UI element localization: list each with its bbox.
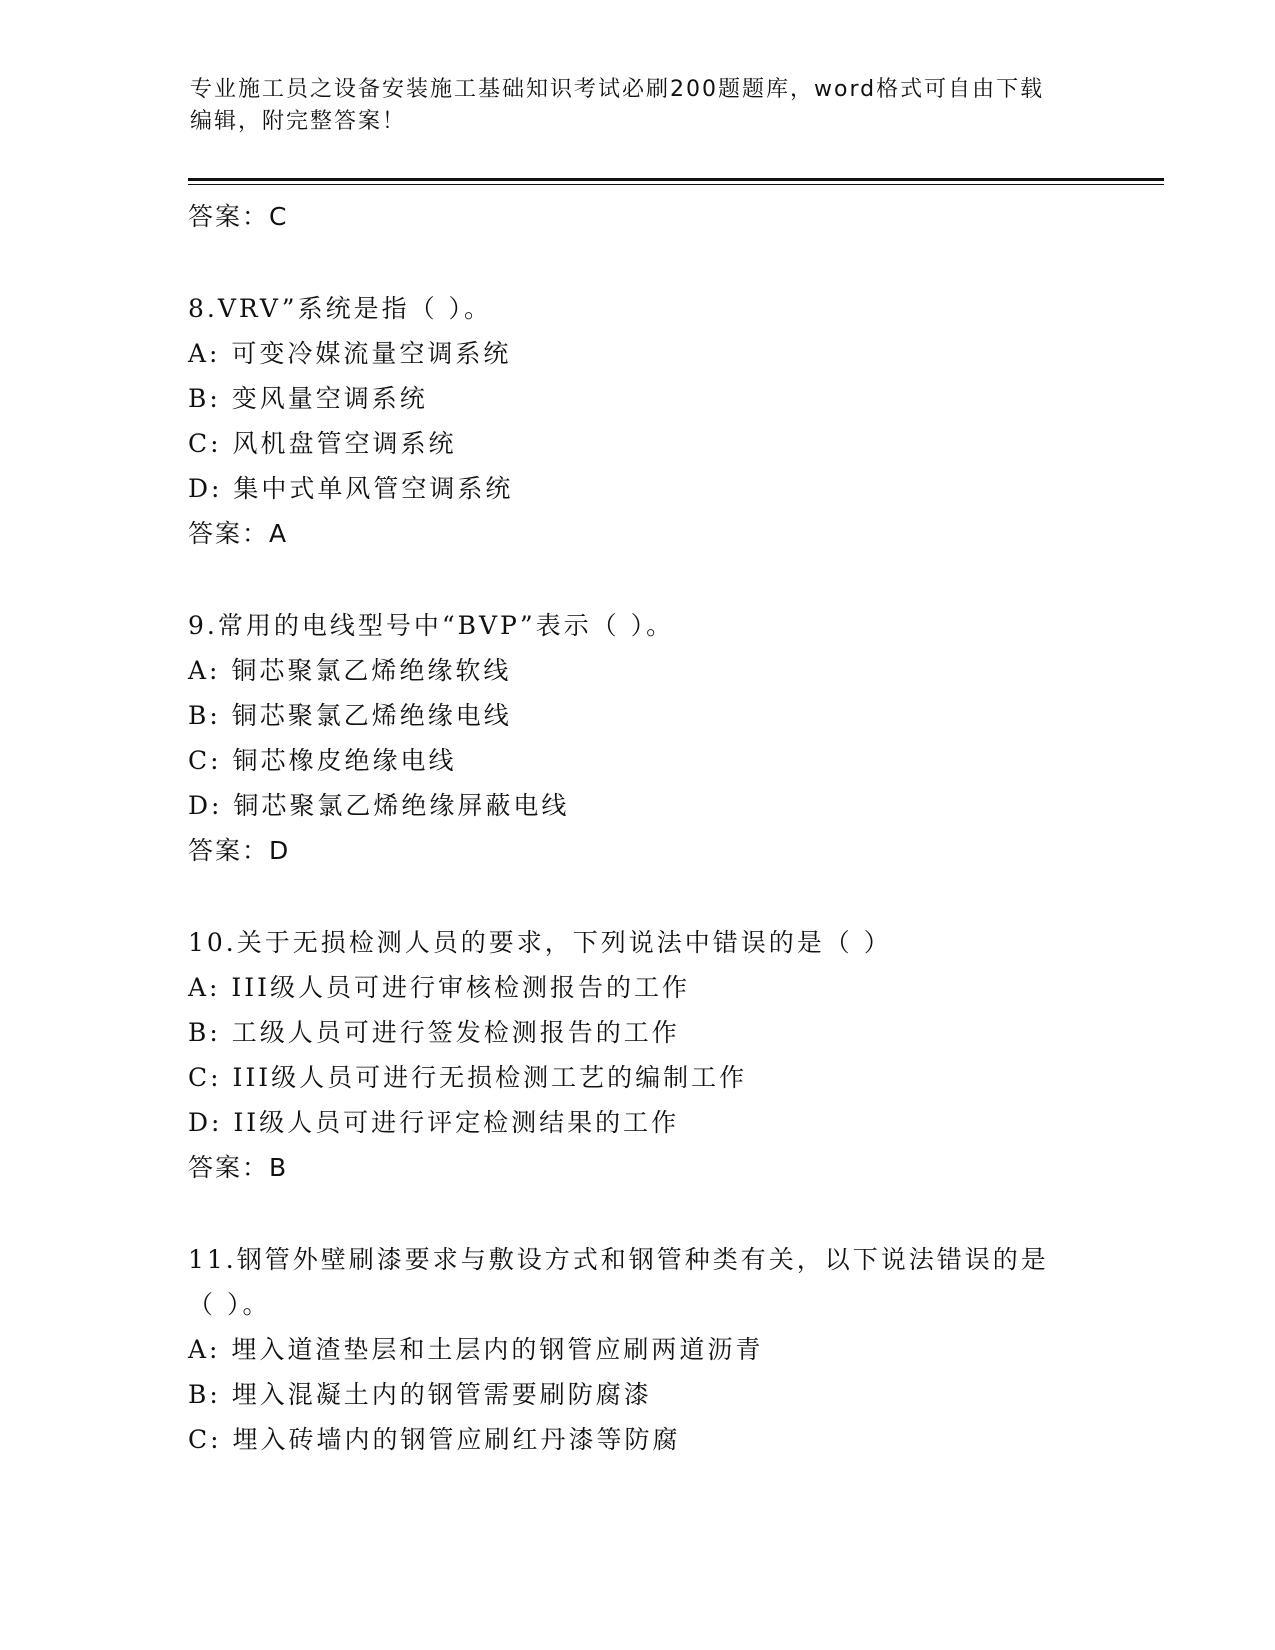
option-c: C: III级人员可进行无损检测工艺的编制工作 [188,1063,748,1092]
answer: 答案：D [188,836,291,865]
option-a: A: III级人员可进行审核检测报告的工作 [188,973,691,1002]
question-10 [188,920,1088,1190]
answer: 答案：B [188,1153,289,1182]
question-stem: 8.VRV”系统是指（ ）。 [188,294,493,323]
spacer [188,239,1088,286]
header-title-line-2: 编辑，附完整答案！ [190,109,407,134]
option-d: D: II级人员可进行评定检测结果的工作 [188,1108,680,1137]
question-9 [188,603,1088,873]
option-d: D: 铜芯聚氯乙烯绝缘屏蔽电线 [188,791,570,820]
option-b: B: 埋入混凝土内的钢管需要刷防腐漆 [188,1380,652,1409]
option-a: A: 铜芯聚氯乙烯绝缘软线 [188,656,512,685]
question-11 [188,1237,1088,1462]
question-stem-continued: （ ）。 [188,1290,271,1319]
option-c: C: 风机盘管空调系统 [188,429,457,458]
question-list [188,194,1088,1462]
question-stem: 11.钢管外壁刷漆要求与敷设方式和钢管种类有关，以下说法错误的是 [188,1245,1049,1274]
answer: 答案：A [188,519,289,548]
option-a: A: 埋入道渣垫层和土层内的钢管应刷两道沥青 [188,1335,764,1364]
option-b: B: 工级人员可进行签发检测报告的工作 [188,1018,680,1047]
option-b: B: 变风量空调系统 [188,384,428,413]
option-a: A: 可变冷媒流量空调系统 [188,339,512,368]
spacer [188,556,1088,603]
question-8 [188,286,1088,556]
option-b: B: 铜芯聚氯乙烯绝缘电线 [188,701,512,730]
header-divider-thick [188,178,1164,181]
document-header [190,74,1090,138]
option-c: C: 铜芯橡皮绝缘电线 [188,746,457,775]
question-stem: 10.关于无损检测人员的要求，下列说法中错误的是（ ） [188,928,892,957]
header-title-line-1: 专业施工员之设备安装施工基础知识考试必刷200题题库，word格式可自由下载 [190,77,1045,102]
option-c: C: 埋入砖墙内的钢管应刷红丹漆等防腐 [188,1425,681,1454]
spacer [188,1190,1088,1237]
option-d: D: 集中式单风管空调系统 [188,474,514,503]
answer-q7: 答案：C [188,202,289,231]
header-divider-thin [188,184,1164,185]
question-stem: 9.常用的电线型号中“BVP”表示（ ）。 [188,611,675,640]
spacer [188,873,1088,920]
